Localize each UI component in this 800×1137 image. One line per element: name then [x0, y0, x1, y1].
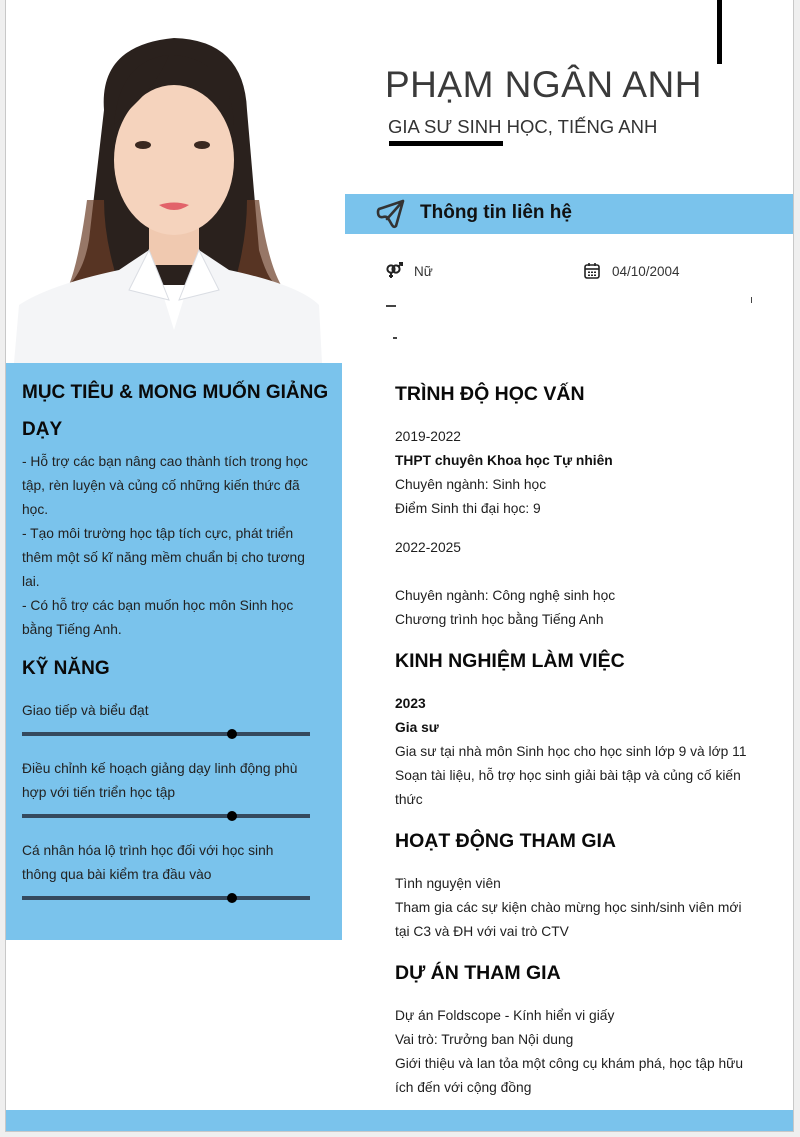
education-heading: TRÌNH ĐỘ HỌC VẤN [395, 383, 585, 405]
skill-level-marker [227, 893, 237, 903]
objective-line: bằng Tiếng Anh. [22, 622, 122, 637]
skill-label-line: Cá nhân hóa lộ trình học đối với học sinh [22, 843, 274, 858]
skill-label-line: hợp với tiến triển học tập [22, 785, 176, 800]
experience-detail: Soạn tài liệu, hỗ trợ học sinh giải bài tập và củng cố kiến [395, 768, 741, 783]
skills-heading: KỸ NĂNG [22, 658, 110, 679]
project-detail: Vai trò: Trưởng ban Nội dung [395, 1032, 574, 1047]
education-detail: Chuyên ngành: Sinh học [395, 477, 547, 492]
clipped-icon-fragment [386, 305, 396, 307]
activity-detail: tại C3 và ĐH với vai trò CTV [395, 924, 569, 939]
portrait-illustration [9, 0, 345, 363]
skill-label-line: Giao tiếp và biểu đạt [22, 703, 149, 718]
project-detail: ích đến với cộng đồng [395, 1080, 532, 1095]
skill-level-bar [22, 896, 310, 900]
skill-label [22, 839, 322, 887]
objective-line: - Hỗ trợ các bạn nâng cao thành tích trong học [22, 454, 308, 469]
left-sidebar-panel [6, 363, 342, 940]
objective-heading-line2: DẠY [22, 419, 63, 440]
objective-line: học. [22, 502, 49, 517]
cv-page [5, 0, 794, 1132]
skill-level-marker [227, 811, 237, 821]
contact-info-title: Thông tin liên hệ [420, 202, 572, 223]
skill-label [22, 757, 322, 805]
experience-heading: KINH NGHIỆM LÀM VIỆC [395, 650, 625, 672]
objective-line: - Có hỗ trợ các bạn muốn học môn Sinh học [22, 598, 294, 613]
calendar-icon [583, 262, 601, 280]
education-years: 2022-2025 [395, 540, 461, 555]
clipped-icon-fragment [393, 337, 397, 339]
title-underline [389, 141, 503, 146]
objective-line: lai. [22, 574, 40, 589]
education-detail: Chương trình học bằng Tiếng Anh [395, 612, 604, 627]
project-detail: Giới thiệu và lan tỏa một công cụ khám phá, học tập hữu [395, 1056, 744, 1071]
objective-heading-line1: MỤC TIÊU & MONG MUỐN GIẢNG [22, 382, 329, 403]
education-school: THPT chuyên Khoa học Tự nhiên [395, 453, 613, 468]
objective-line: - Tạo môi trường học tập tích cực, phát triển [22, 526, 294, 541]
skill-label [22, 699, 322, 723]
education-detail: Chuyên ngành: Công nghệ sinh học [395, 588, 616, 603]
skill-level-bar [22, 814, 310, 818]
candidate-name: PHẠM NGÂN ANH [385, 64, 702, 105]
activity-detail: Tình nguyện viên [395, 876, 501, 891]
objective-line: tập, rèn luyện và củng cố những kiến thức đã [22, 478, 300, 493]
profile-photo [9, 0, 345, 363]
gender-icon [385, 262, 403, 280]
skill-label-line: Điều chỉnh kế hoạch giảng dạy linh động phù [22, 761, 298, 776]
gender-row [385, 262, 433, 280]
birthday-value: 04/10/2004 [612, 263, 680, 279]
education-detail: Điểm Sinh thi đại học: 9 [395, 501, 541, 516]
paper-plane-icon [375, 198, 407, 230]
project-detail: Dự án Foldscope - Kính hiển vi giấy [395, 1008, 615, 1023]
clipped-text-fragment [751, 297, 752, 303]
skill-label-line: thông qua bài kiểm tra đầu vào [22, 867, 212, 882]
objective-line: thêm một số kĩ năng mềm chuẩn bị cho tương [22, 550, 305, 565]
skill-level-bar [22, 732, 310, 736]
gender-value: Nữ [414, 263, 433, 279]
birthday-row [583, 262, 680, 280]
skill-level-marker [227, 729, 237, 739]
projects-heading: DỰ ÁN THAM GIA [395, 962, 561, 984]
activities-heading: HOẠT ĐỘNG THAM GIA [395, 830, 616, 852]
decorative-top-bar [717, 0, 722, 64]
experience-detail: Gia sư tại nhà môn Sinh học cho học sinh lớp 9 và lớp 11 [395, 744, 747, 759]
contact-info-header [345, 194, 794, 234]
activity-detail: Tham gia các sự kiện chào mừng học sinh/sinh viên mới [395, 900, 742, 915]
objective-text [22, 450, 318, 642]
candidate-title: GIA SƯ SINH HỌC, TIẾNG ANH [388, 116, 658, 137]
experience-detail: thức [395, 792, 423, 807]
education-years: 2019-2022 [395, 429, 461, 444]
experience-role: Gia sư [395, 720, 439, 735]
experience-year: 2023 [395, 696, 426, 711]
bottom-accent-band [6, 1110, 794, 1132]
